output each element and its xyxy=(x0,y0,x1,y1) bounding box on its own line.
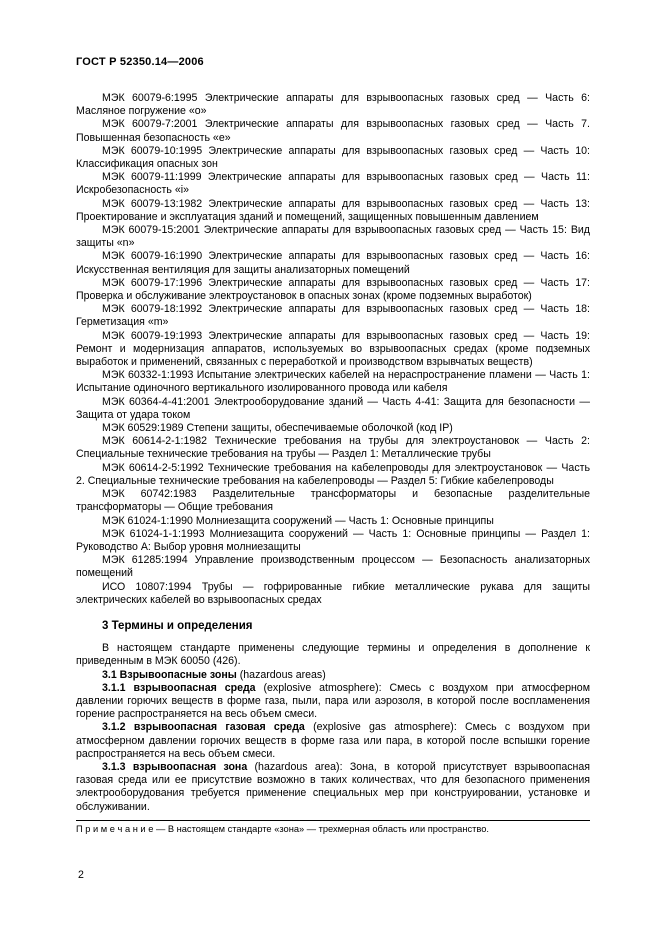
reference-item: МЭК 60079-7:2001 Электрические аппараты для взрывоопасных газовых сред — Часть 7. Повышенная безопасность «е» xyxy=(76,118,590,144)
reference-item: МЭК 60079-10:1995 Электрические аппараты для взрывоопасных газовых сред — Часть 10: Классификация опасных зон xyxy=(76,144,590,171)
reference-item: МЭК 60364-4-41:2001 Электрооборудование зданий — Часть 4-41: Защита для безопасности — Защита от удара током xyxy=(76,395,590,421)
reference-item: МЭК 60614-2-5:1992 Технические требования на кабелепроводы для электроустановок — Часть 2. Специальные технические требования на кабелепроводы — Раздел 5: Гибкие кабелепроводы xyxy=(76,461,590,487)
document-title: ГОСТ Р 52350.14—2006 xyxy=(76,56,204,68)
term-name: 3.1 Взрывоопасные зоны xyxy=(102,668,237,681)
term-name: 3.1.2 взрывоопасная газовая среда xyxy=(102,721,305,734)
reference-item: МЭК 60529:1989 Степени защиты, обеспечиваемые оболочкой (код IP) xyxy=(102,422,453,435)
term-definition: (explosive gas atmosphere): Смесь с воздухом при атмосферном давлении горючих веществ в форме газа или пара, в которой после вспышки горение распространяется на весь объем смеси. xyxy=(76,721,590,760)
term-definition: (explosive atmosphere): Смесь с воздухом при атмосферном давлении горючих веществ в форме газа, пыли, пара или аэрозоля, в которой после воспламенения горение распространяется на весь объем смеси. xyxy=(76,681,590,721)
reference-item: МЭК 60079-18:1992 Электрические аппараты для взрывоопасных газовых сред — Часть 18: Герметизация «m» xyxy=(76,303,590,329)
term-item xyxy=(76,682,590,722)
reference-item: МЭК 60614-2-1:1982 Технические требования на трубы для электроустановок — Часть 2: Специальные технические требования на трубы — Раздел 1: Металлические трубы xyxy=(76,435,590,461)
reference-item: МЭК 61024-1:1990 Молниезащита сооружений — Часть 1: Основные принципы xyxy=(102,514,494,527)
term-definition: (hazardous areas) xyxy=(236,668,326,681)
section-heading: 3 Термины и определения xyxy=(102,619,253,632)
reference-item: МЭК 60079-16:1990 Электрические аппараты для взрывоопасных газовых сред — Часть 16: Искусственная вентиляция для защиты анализаторных помещений xyxy=(76,250,590,276)
section-intro: В настоящем стандарте применены следующие термины и определения в дополнение к приведенным в МЭК 60050 (426). xyxy=(76,642,590,668)
reference-item: МЭК 60742:1983 Разделительные трансформаторы и безопасные разделительные трансформаторы — Общие требования xyxy=(76,488,590,514)
reference-item: МЭК 60079-13:1982 Электрические аппараты для взрывоопасных газовых сред — Часть 13: Проектирование и эксплуатация зданий и помещений, защищенных повышенным давлением xyxy=(76,197,590,223)
reference-item: МЭК 60079-15:2001 Электрические аппараты для взрывоопасных газовых сред — Часть 15: Вид защиты «n» xyxy=(76,224,590,250)
reference-item: ИСО 10807:1994 Трубы — гофрированные гибкие металлические рукава для защиты электрических кабелей во взрывоопасных средах xyxy=(76,580,590,606)
term-item xyxy=(76,669,590,682)
reference-item: МЭК 61285:1994 Управление производственным процессом — Безопасность анализаторных помещений xyxy=(76,554,590,580)
reference-item: МЭК 60079-11:1999 Электрические аппараты для взрывоопасных газовых сред — Часть 11: Искробезопасность «i» xyxy=(76,171,590,197)
reference-item: МЭК 61024-1-1:1993 Молниезащита сооружений — Часть 1: Основные принципы — Раздел 1: Руководство А: Выбор уровня молниезащиты xyxy=(76,527,590,553)
term-item xyxy=(76,761,590,814)
reference-item: МЭК 60079-6:1995 Электрические аппараты для взрывоопасных газовых сред — Часть 6: Масляное погружение «о» xyxy=(76,92,590,118)
term-name: 3.1.3 взрывоопасная зона xyxy=(102,760,248,773)
document-body xyxy=(76,92,590,835)
term-definition: (hazardous area): Зона, в которой присутствует взрывоопасная газовая среда или ее присутствие возможно в таких количествах, что для безопасного применения электрооборудования требуется применение специальных мер при конструировании, установке и обслуживании. xyxy=(76,760,590,813)
footnote: П р и м е ч а н и е — В настоящем стандарте «зона» — трехмерная область или пространство. xyxy=(76,820,590,836)
term-name: 3.1.1 взрывоопасная среда xyxy=(102,681,256,694)
term-item xyxy=(76,721,590,761)
reference-item: МЭК 60079-17:1996 Электрические аппараты для взрывоопасных газовых сред — Часть 17: Проверка и обслуживание электроустановок в опасных зонах (кроме подземных выработок) xyxy=(76,276,590,303)
reference-item: МЭК 60332-1:1993 Испытание электрических кабелей на нераспространение пламени — Часть 1: Испытание одиночного вертикального изолированного провода или кабеля xyxy=(76,369,590,395)
page-number: 2 xyxy=(78,869,84,881)
reference-item: МЭК 60079-19:1993 Электрические аппараты для взрывоопасных газовых сред — Часть 19: Ремонт и модернизация аппаратов, используемых во взрывоопасных средах (кроме подземных выработок и применений, связанных с переработкой и производством взрывчатых веществ) xyxy=(76,329,590,369)
